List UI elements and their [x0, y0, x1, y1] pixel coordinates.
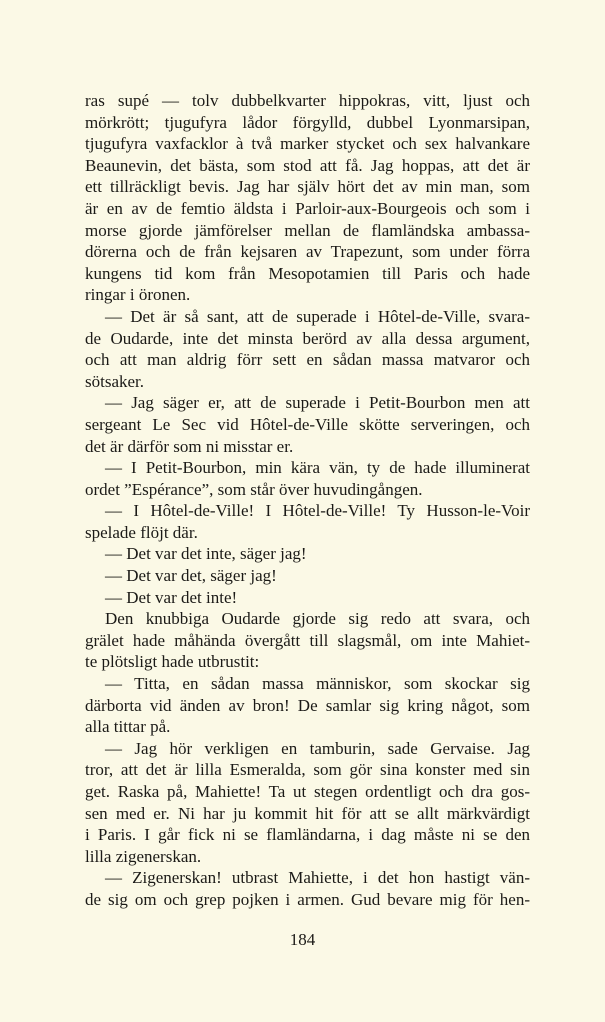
text-line: mörkrött; tjugufyra lådor förgylld, dubbel Lyonmarsipan,: [85, 112, 530, 132]
text-line: tjugufyra vaxfacklor à två marker stycket och sex halvankare: [85, 134, 530, 154]
text-line: är en av de femtio äldsta i Parloir-aux-Bourgeois och som i: [85, 198, 530, 218]
text-line: get. Raska på, Mahiette! Ta ut stegen ordentligt och dra gos-: [85, 782, 530, 801]
text-line: — Jag hör verkligen en tamburin, sade Gervaise. Jag: [105, 738, 530, 758]
text-line: — Det var det inte, säger jag!: [105, 544, 307, 564]
text-line: och att man aldrig förr sett en sådan massa matvaror och: [85, 350, 530, 370]
text-line: ordet ”Espérance”, som står över huvudingången.: [85, 479, 423, 499]
text-line: — Det var det, säger jag!: [105, 566, 277, 586]
text-line: Beaunevin, det bästa, som stod att få. Jag hoppas, att det är: [85, 155, 530, 175]
text-line: — I Petit-Bourbon, min kära vän, ty de hade illuminerat: [105, 458, 530, 478]
text-line: dörerna och de från kejsaren av Trapezunt, som under förra: [85, 242, 530, 262]
text-line: — Det var det inte!: [105, 587, 238, 607]
text-line: tror, att det är lilla Esmeralda, som gör sina konster med sin: [85, 760, 530, 780]
body-text: [85, 90, 530, 911]
text-line: sötsaker.: [85, 371, 145, 391]
text-line: — Zigenerskan! utbrast Mahiette, i det hon hastigt vän-: [105, 868, 530, 888]
text-line: morse gjorde jämförelser mellan de flamländska ambassa-: [85, 220, 530, 240]
page-number: 184: [289, 930, 316, 949]
text-line: sergeant Le Sec vid Hôtel-de-Ville skötte serveringen, och: [85, 414, 530, 434]
text-line: — Det är så sant, att de superade i Hôtel-de-Ville, svara-: [105, 306, 530, 326]
text-line: — Jag säger er, att de superade i Petit-Bourbon men att: [105, 393, 530, 413]
text-line: spelade flöjt där.: [85, 522, 198, 542]
text-line: Den knubbiga Oudarde gjorde sig redo att svara, och: [105, 609, 530, 629]
text-line: — Titta, en sådan massa människor, som skockar sig: [105, 674, 530, 694]
text-line: i Paris. I går fick ni se flamländarna, i dag måste ni se den: [85, 825, 530, 845]
text-line: grälet hade måhända övergått till slagsmål, om inte Mahiet-: [85, 630, 530, 650]
text-line: därborta vid änden av bron! De samlar sig kring något, som: [85, 695, 530, 715]
text-line: sen med er. Ni har ju kommit hit för att se allt märkvärdigt: [85, 803, 530, 823]
text-line: det är därför som ni misstar er.: [85, 436, 294, 456]
text-line: — I Hôtel-de-Ville! I Hôtel-de-Ville! Ty Husson-le-Voir: [105, 501, 530, 521]
text-line: ett tillräckligt bevis. Jag har själv hört det av min man, som: [85, 177, 530, 197]
text-line: te plötsligt hade utbrustit:: [85, 652, 260, 672]
text-line: de sig om och grep pojken i armen. Gud bevare mig för hen-: [85, 889, 530, 909]
text-line: kungens tid kom från Mesopotamien till Paris och hade: [85, 263, 530, 283]
text-line: ras supé — tolv dubbelkvarter hippokras, vitt, ljust och: [85, 91, 530, 110]
text-line: lilla zigenerskan.: [85, 846, 202, 866]
text-line: de Oudarde, inte det minsta berörd av alla dessa argument,: [85, 328, 530, 348]
text-line: alla tittar på.: [85, 717, 171, 737]
text-line: ringar i öronen.: [85, 285, 191, 305]
